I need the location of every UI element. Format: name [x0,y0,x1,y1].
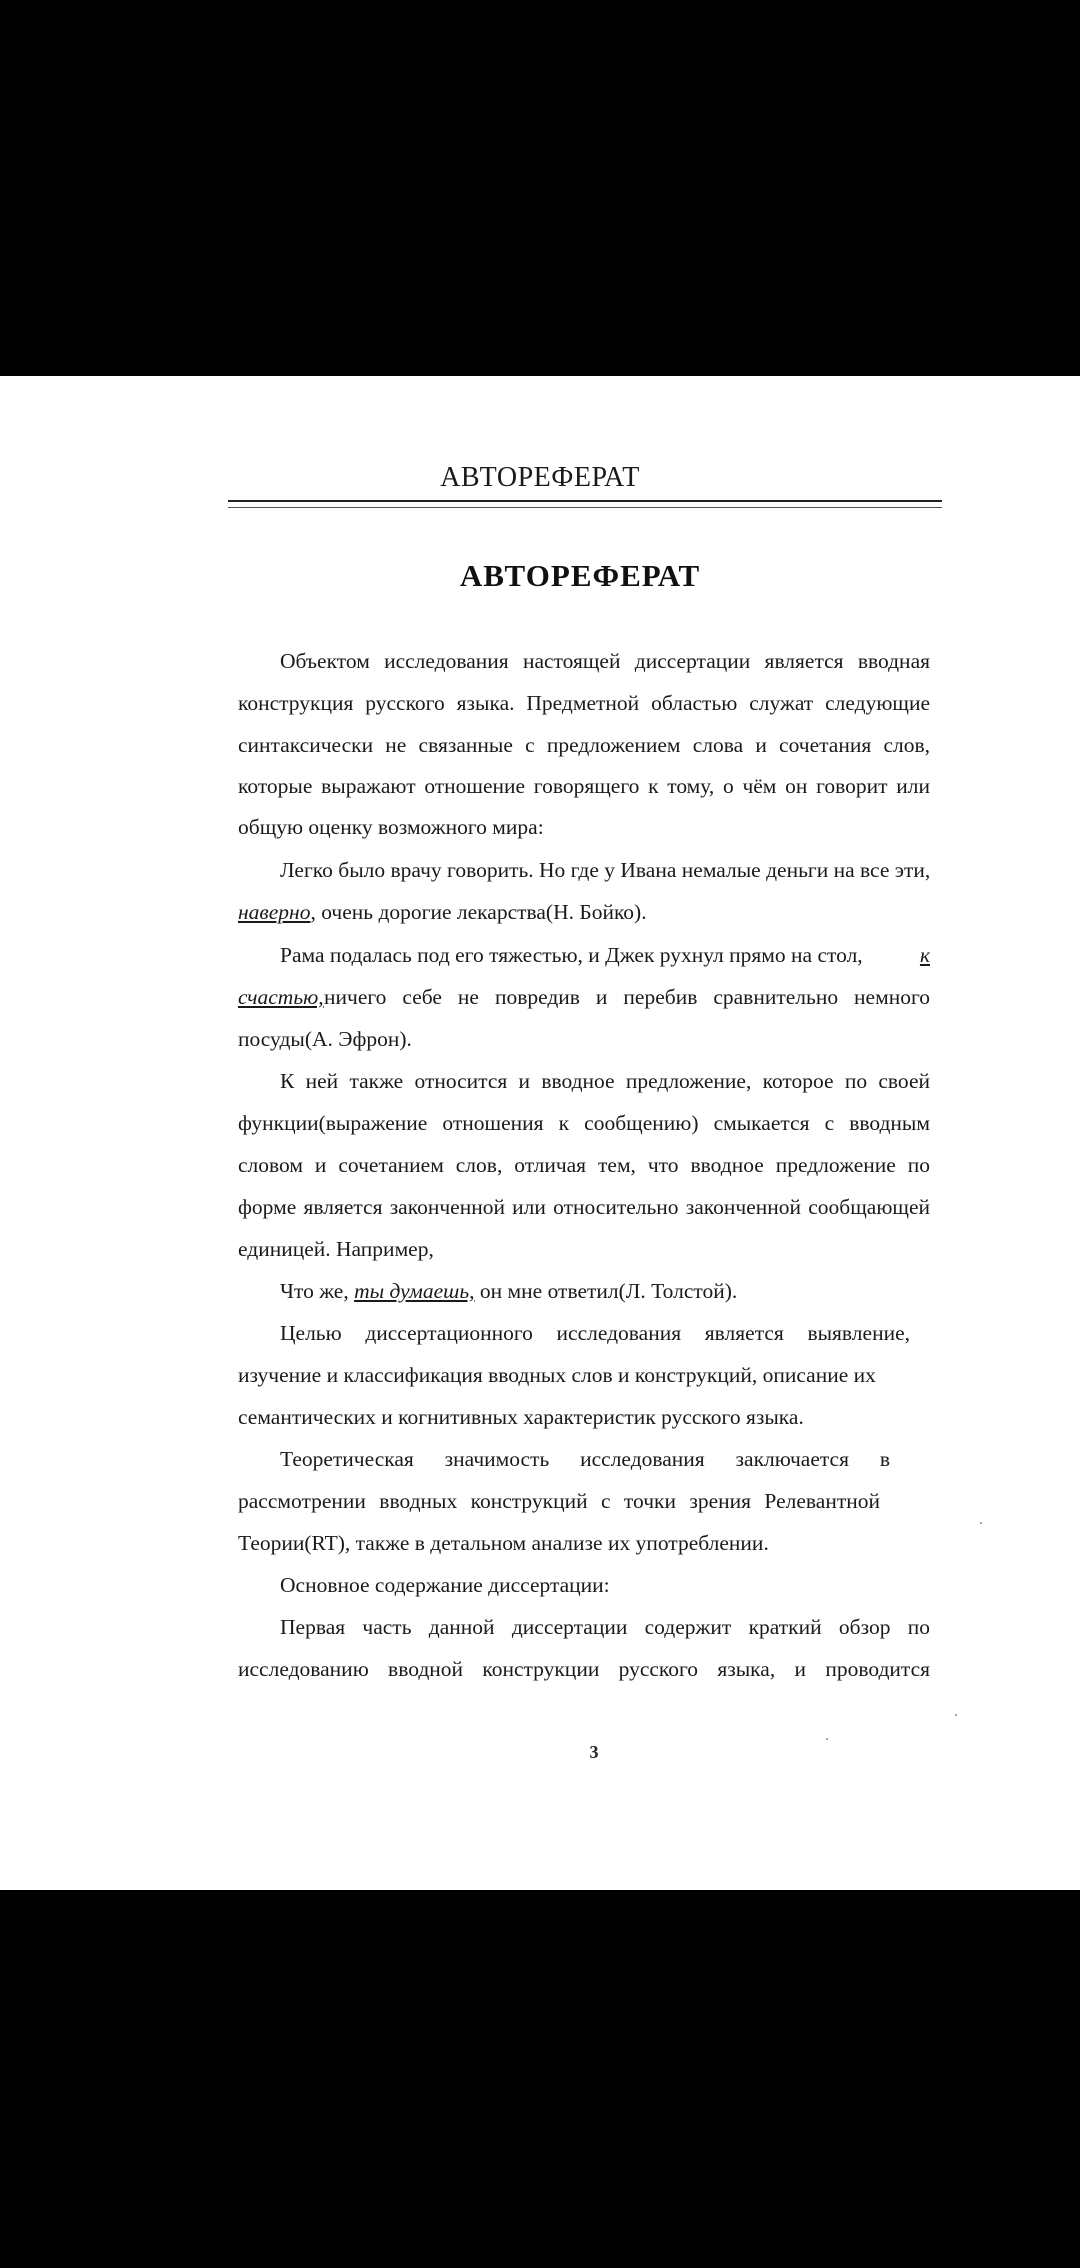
text-line: Легко было врачу говорить. Но где у Ивана немалые деньги на все эти, [280,858,931,882]
parenthetical-word: к [919,943,930,967]
parenthetical-word: ты думаешь, [354,1279,475,1303]
text-line: Объектом исследования настоящей диссертации является вводная [280,649,930,673]
text-line [238,897,930,927]
text-fragment: , очень дорогие лекарства(Н. Бойко). [310,900,647,924]
running-header: АВТОРЕФЕРАТ [440,462,640,493]
text-line: общую оценку возможного мира: [238,815,544,839]
text-line: К ней также относится и вводное предложение, которое по своей [280,1069,930,1093]
parenthetical-word: счастью, [238,985,324,1009]
text-line: исследованию вводной конструкции русского языка, и проводится [238,1657,930,1681]
text-line: синтаксически не связанные с предложением слова и сочетания слов, [238,733,930,757]
text-line: посуды(А. Эфрон). [238,1027,412,1051]
text-line: Теоретическая значимость исследования заключается в [280,1447,890,1471]
text-line: единицей. Например, [238,1237,434,1261]
text-line: рассмотрении вводных конструкций с точки зрения Релевантной [238,1489,880,1513]
text-line: Первая часть данной диссертации содержит краткий обзор по [280,1615,930,1639]
text-line: семантических и когнитивных характеристик русского языка. [238,1405,804,1429]
document-page [0,376,1080,1890]
text-fragment: Что же, [280,1279,355,1303]
text-line: форме является законченной или относительно законченной сообщающей [238,1195,930,1219]
scan-speck [955,1714,957,1716]
parenthetical-word: наверно [238,900,311,924]
text-line: Основное содержание диссертации: [280,1573,610,1597]
page-title: АВТОРЕФЕРАТ [459,558,701,593]
text-line: конструкция русского языка. Предметной областью служат следующие [238,691,930,715]
text-line: Рама подалась под его тяжестью, и Джек рухнул прямо на стол, [280,943,863,967]
header-rule [228,500,942,508]
text-line: Теории(RT), также в детальном анализе их употреблении. [238,1531,769,1555]
scan-speck [826,1738,828,1740]
text-line: функции(выражение отношения к сообщению) смыкается с вводным [238,1111,930,1135]
scan-speck [980,1522,982,1524]
text-fragment: он мне ответил(Л. Толстой). [474,1279,738,1303]
text-line: которые выражают отношение говорящего к тому, о чём он говорит или [238,774,930,798]
text-line: Целью диссертационного исследования является выявление, [280,1321,910,1345]
text-line: изучение и классификация вводных слов и конструкций, описание их [238,1363,876,1387]
text-line [238,1276,930,1306]
page-number: 3 [589,1742,599,1762]
text-line: ничего себе не повредив и перебив сравнительно немного [324,985,930,1009]
text-line: словом и сочетанием слов, отличая тем, что вводное предложение по [238,1153,930,1177]
